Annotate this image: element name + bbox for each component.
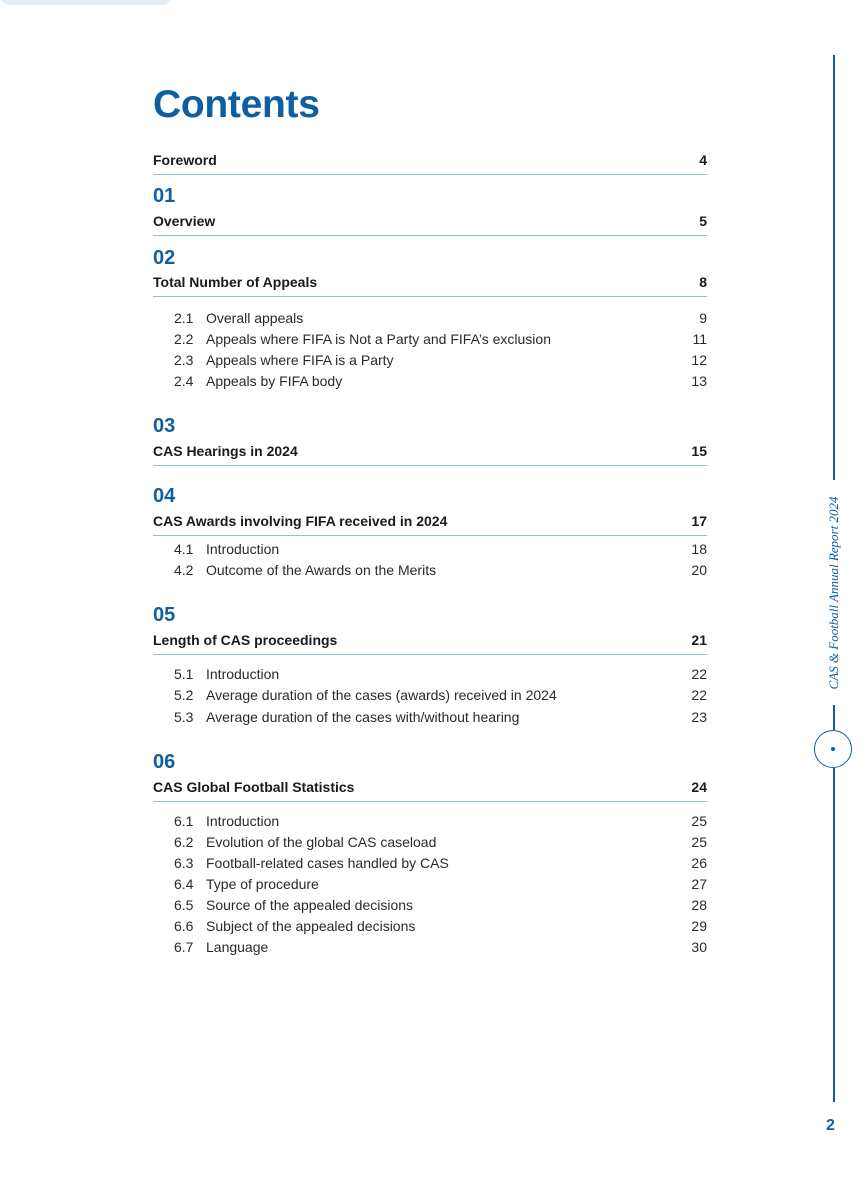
toc-sub-title: Appeals where FIFA is a Party — [206, 352, 394, 368]
toc-entry-page: 15 — [691, 443, 707, 459]
toc-subsection-row[interactable] — [174, 813, 707, 833]
toc-entry-page: 4 — [699, 152, 707, 168]
margin-rule-middle — [833, 705, 835, 730]
toc-subsection-row[interactable] — [174, 687, 707, 707]
toc-sub-title: Outcome of the Awards on the Merits — [206, 562, 437, 578]
toc-sub-number: 6.5 — [174, 897, 194, 913]
toc-sub-page: 9 — [699, 310, 707, 326]
toc-section-row[interactable] — [153, 443, 707, 466]
toc-sub-page: 22 — [691, 666, 707, 682]
toc-sub-title: Football-related cases handled by CAS — [206, 855, 449, 871]
toc-sub-page: 11 — [692, 331, 707, 347]
toc-sub-page: 20 — [691, 562, 707, 578]
toc-sub-title: Introduction — [206, 666, 280, 682]
toc-subsection-row[interactable] — [174, 373, 707, 393]
toc-subsection-row[interactable] — [174, 331, 707, 351]
toc-subsection-row[interactable] — [174, 562, 707, 582]
toc-entry-title: Total Number of Appeals — [153, 274, 318, 290]
toc-sub-title: Evolution of the global CAS caseload — [206, 834, 437, 850]
toc-entry-page: 24 — [691, 779, 707, 795]
toc-sub-number: 5.1 — [174, 666, 194, 682]
toc-sub-title: Type of procedure — [206, 876, 319, 892]
section-number: 06 — [153, 751, 176, 773]
toc-sub-page: 25 — [691, 813, 707, 829]
toc-sub-title: Language — [206, 939, 269, 955]
toc-entry-page: 21 — [691, 632, 707, 648]
section-number: 02 — [153, 247, 176, 269]
toc-section-row[interactable] — [153, 213, 707, 236]
toc-subsection-row[interactable] — [174, 310, 707, 330]
toc-sub-page: 25 — [691, 834, 707, 850]
toc-entry-page: 5 — [699, 213, 707, 229]
toc-subsection-row[interactable] — [174, 855, 707, 875]
top-tab-decoration — [0, 0, 172, 5]
toc-sub-page: 18 — [691, 541, 707, 557]
toc-entry-title: Overview — [153, 213, 216, 229]
toc-sub-page: 12 — [691, 352, 707, 368]
toc-entry-title: CAS Global Football Statistics — [153, 779, 355, 795]
toc-sub-title: Overall appeals — [206, 310, 304, 326]
toc-sub-number: 6.4 — [174, 876, 194, 892]
toc-sub-number: 6.3 — [174, 855, 194, 871]
toc-section-row[interactable] — [153, 274, 707, 297]
toc-subsection-row[interactable] — [174, 834, 707, 854]
toc-section-row[interactable] — [153, 632, 707, 655]
toc-section-row[interactable] — [153, 779, 707, 802]
toc-sub-number: 6.7 — [174, 939, 194, 955]
toc-sub-page: 13 — [691, 373, 707, 389]
toc-entry-title: CAS Hearings in 2024 — [153, 443, 298, 459]
toc-sub-title: Average duration of the cases (awards) received in 2024 — [206, 687, 557, 703]
toc-subsection-row[interactable] — [174, 918, 707, 938]
toc-sub-number: 4.2 — [174, 562, 194, 578]
toc-sub-number: 6.2 — [174, 834, 194, 850]
toc-sub-title: Introduction — [206, 541, 280, 557]
section-number: 01 — [153, 185, 176, 207]
toc-sub-title: Average duration of the cases with/without hearing — [206, 709, 520, 725]
toc-sub-title: Subject of the appealed decisions — [206, 918, 416, 934]
toc-subsection-row[interactable] — [174, 897, 707, 917]
margin-rule-bottom — [833, 768, 835, 1102]
toc-foreword-row[interactable] — [153, 152, 707, 175]
toc-sub-number: 2.1 — [174, 310, 194, 326]
toc-sub-number: 6.6 — [174, 918, 194, 934]
toc-subsection-row[interactable] — [174, 666, 707, 686]
margin-rule-top — [833, 55, 835, 480]
toc-sub-page: 22 — [691, 687, 707, 703]
toc-sub-number: 2.4 — [174, 373, 194, 389]
toc-entry-page: 8 — [699, 274, 707, 290]
toc-subsection-row[interactable] — [174, 709, 707, 729]
toc-sub-number: 6.1 — [174, 813, 194, 829]
section-number: 04 — [153, 485, 176, 507]
toc-entry-title: Foreword — [153, 152, 217, 168]
toc-subsection-row[interactable] — [174, 939, 707, 959]
section-number: 03 — [153, 415, 176, 437]
toc-sub-number: 2.3 — [174, 352, 194, 368]
margin-dot-ornament — [831, 747, 835, 751]
toc-subsection-row[interactable] — [174, 876, 707, 896]
toc-entry-title: CAS Awards involving FIFA received in 2024 — [153, 513, 448, 529]
toc-sub-title: Appeals by FIFA body — [206, 373, 343, 389]
toc-sub-title: Appeals where FIFA is Not a Party and FIFA’s exclusion — [206, 331, 551, 347]
toc-section-row[interactable] — [153, 513, 707, 536]
toc-sub-page: 29 — [691, 918, 707, 934]
section-number: 05 — [153, 604, 176, 626]
toc-sub-page: 26 — [691, 855, 707, 871]
report-running-title: CAS & Football Annual Report 2024 — [826, 496, 841, 690]
toc-sub-page: 28 — [691, 897, 707, 913]
toc-sub-page: 27 — [691, 876, 707, 892]
toc-entry-title: Length of CAS proceedings — [153, 632, 338, 648]
toc-sub-page: 30 — [691, 939, 707, 955]
toc-subsection-row[interactable] — [174, 352, 707, 372]
toc-sub-number: 5.3 — [174, 709, 194, 725]
toc-entry-page: 17 — [691, 513, 707, 529]
toc-subsection-row[interactable] — [174, 541, 707, 561]
toc-sub-title: Introduction — [206, 813, 280, 829]
toc-sub-number: 2.2 — [174, 331, 194, 347]
toc-sub-number: 4.1 — [174, 541, 194, 557]
page-number: 2 — [826, 1117, 835, 1134]
page-title: Contents — [153, 83, 320, 126]
toc-sub-title: Source of the appealed decisions — [206, 897, 414, 913]
toc-sub-page: 23 — [691, 709, 707, 725]
toc-sub-number: 5.2 — [174, 687, 194, 703]
